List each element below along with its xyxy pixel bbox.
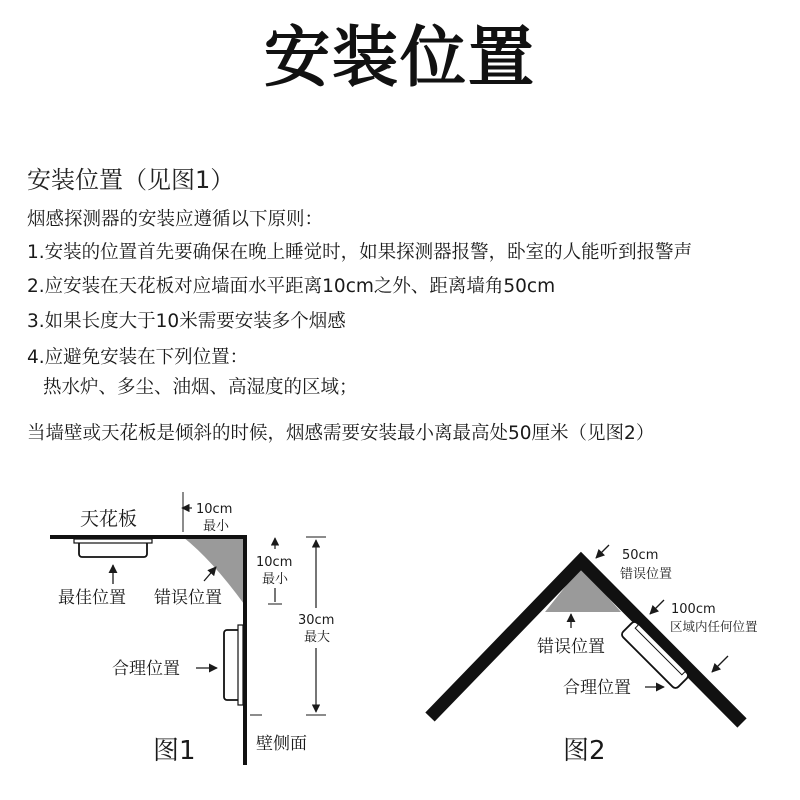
fig2-range-arrow-lower bbox=[712, 656, 728, 672]
fig2-dist-peak-note: 错误位置 bbox=[620, 567, 673, 582]
fig2-caption: 图2 bbox=[563, 736, 606, 766]
fig1-best-position: 最佳位置 bbox=[58, 588, 126, 608]
page-title: 安装位置 bbox=[264, 19, 536, 96]
figure-1 bbox=[50, 492, 334, 766]
fig2-ok-position: 合理位置 bbox=[563, 678, 631, 698]
fig2-peak-arrow bbox=[596, 545, 609, 558]
fig1-max-dist: 30cm bbox=[298, 613, 335, 628]
rule-4-detail: 热水炉、多尘、油烟、高湿度的区域； bbox=[43, 377, 358, 398]
section-subtitle: 安装位置（见图1） bbox=[27, 166, 235, 194]
fig1-max-dist-note: 最大 bbox=[304, 630, 331, 645]
rule-2: 2.应安装在天花板对应墙面水平距离10cm之外、距离墙角50cm bbox=[27, 276, 556, 297]
fig1-dist-top-note: 最小 bbox=[203, 519, 230, 534]
rule-4: 4.应避免安装在下列位置： bbox=[27, 347, 249, 368]
figure-2 bbox=[430, 545, 758, 766]
rule-3: 3.如果长度大于10米需要安装多个烟感 bbox=[27, 311, 346, 332]
fig1-wrong-arrow bbox=[204, 567, 216, 581]
fig1-dist-side-note: 最小 bbox=[262, 572, 289, 587]
fig1-wrong-position: 错误位置 bbox=[154, 588, 222, 608]
fig2-wrong-position: 错误位置 bbox=[537, 637, 605, 657]
fig1-ceiling-label: 天花板 bbox=[80, 508, 138, 530]
fig2-range-arrow-upper bbox=[650, 600, 664, 614]
slope-note: 当墙壁或天花板是倾斜的时候，烟感需要安装最小离最高处50厘米（见图2） bbox=[27, 423, 655, 444]
fig1-wall-label: 壁侧面 bbox=[256, 734, 307, 754]
fig2-range-note: 区域内任何位置 bbox=[670, 619, 758, 634]
fig2-range: 100cm bbox=[671, 602, 716, 617]
fig1-dist-side: 10cm bbox=[256, 555, 293, 570]
fig2-dist-peak: 50cm bbox=[622, 548, 659, 563]
rules-intro: 烟感探测器的安装应遵循以下原则： bbox=[27, 209, 324, 230]
fig1-caption: 图1 bbox=[153, 736, 196, 766]
fig1-dist-top: 10cm bbox=[196, 502, 233, 517]
fig1-ok-position: 合理位置 bbox=[112, 659, 180, 679]
rule-1: 1.安装的位置首先要确保在晚上睡觉时，如果探测器报警，卧室的人能听到报警声 bbox=[27, 242, 693, 263]
